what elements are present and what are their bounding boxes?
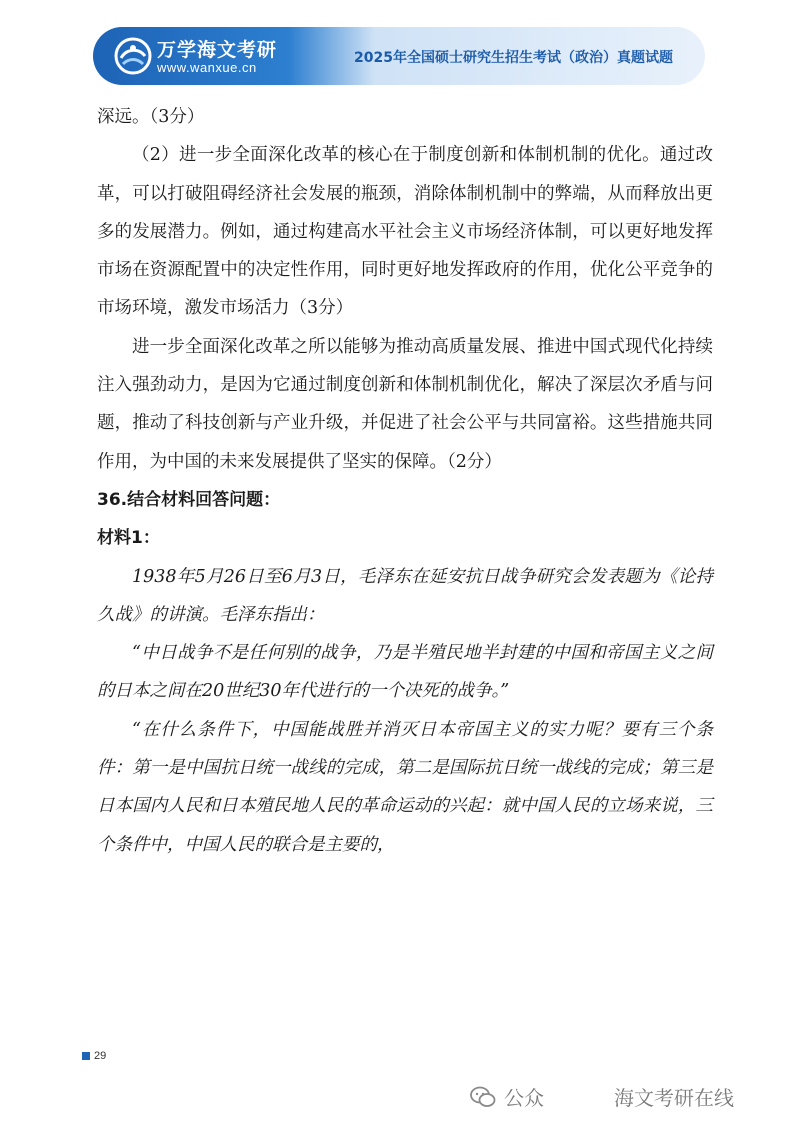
watermark xyxy=(470,1082,734,1111)
material-quote: “中日战争不是任何别的战争，乃是半殖民地半封建的中国和帝国主义之间的日本之间在20世纪30年代进行的一个决死的战争。” xyxy=(97,643,713,702)
exam-title: 2025年全国硕士研究生招生考试（政治）真题试题 xyxy=(354,50,673,66)
watermark-name: 海文考研在线 xyxy=(614,1086,734,1110)
page-header xyxy=(93,27,705,85)
material-heading: 材料1： xyxy=(97,528,160,549)
paragraph: 进一步全面深化改革之所以能够为推动高质量发展、推进中国式现代化持续注入强劲动力，是因为它通过制度创新和体制机制优化，解决了深层次矛盾与问题，推动了科技创新与产业升级，并促进了社会公平与共同富裕。这些措施共同作用，为中国的未来发展提供了坚实的保障。（2分） xyxy=(97,336,713,472)
wechat-icon xyxy=(470,1086,496,1108)
page-footer xyxy=(82,1050,106,1062)
page-marker-icon xyxy=(82,1052,90,1060)
wanxue-logo-icon xyxy=(113,36,153,76)
material-paragraph: 1938年5月26日至6月3日，毛泽东在延安抗日战争研究会发表题为《论持久战》的讲演。毛泽东指出： xyxy=(97,566,713,625)
material-quote: “在什么条件下，中国能战胜并消灭日本帝国主义的实力呢？要有三个条件：第一是中国抗日统一战线的完成，第二是国际抗日统一战线的完成；第三是日本国内人民和日本殖民地人民的革命运动的兴起：就中国人民的立场来说，三个条件中，中国人民的联合是主要的， xyxy=(97,719,713,855)
question-heading: 36.结合材料回答问题： xyxy=(97,489,281,510)
watermark-prefix: 公众 xyxy=(504,1086,544,1110)
brand-url: www.wanxue.cn xyxy=(157,60,257,75)
document-body xyxy=(97,98,713,864)
brand-name: 万学海文考研 xyxy=(157,39,278,61)
paragraph: 深远。（3分） xyxy=(97,107,205,127)
paragraph: （2）进一步全面深化改革的核心在于制度创新和体制机制的优化。通过改革，可以打破阻碍经济社会发展的瓶颈，消除体制机制中的弊端，从而释放出更多的发展潜力。例如，通过构建高水平社会主义市场经济体制，可以更好地发挥市场在资源配置中的决定性作用，同时更好地发挥政府的作用，优化公平竞争的市场环境，激发市场活力（3分） xyxy=(97,145,713,319)
page-number: 29 xyxy=(94,1050,107,1062)
